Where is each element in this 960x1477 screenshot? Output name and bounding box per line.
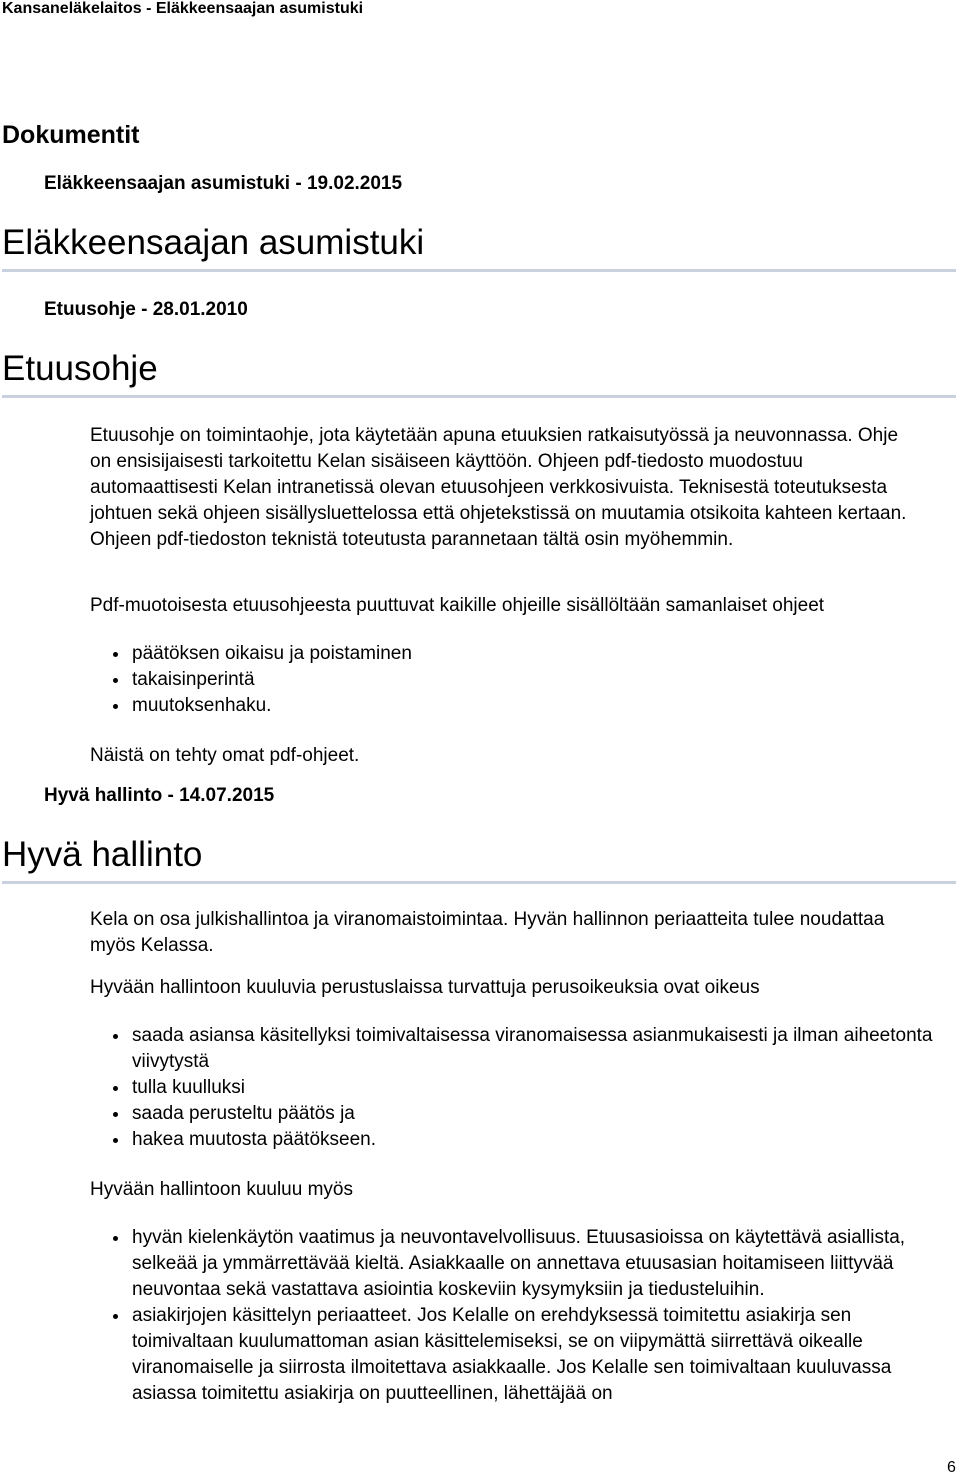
page-header-title: Kansaneläkelaitos - Eläkkeensaajan asumistuki <box>2 0 364 17</box>
bullet-list-etuusohje <box>113 641 943 719</box>
title-divider <box>2 881 956 884</box>
paragraph-hyva-hallinto-intro: Kela on osa julkishallintoa ja viranomaistoimintaa. Hyvän hallinnon periaatteita tulee noudattaa myös Kelassa. <box>90 909 885 956</box>
document-meta-etuusohje: Etuusohje - 28.01.2010 <box>44 299 248 320</box>
paragraph-perusoikeudet: Hyvään hallintoon kuuluvia perustuslaissa turvattuja perusoikeuksia ovat oikeus <box>90 977 760 998</box>
document-title-asumistuki: Eläkkeensaajan asumistuki <box>2 223 425 262</box>
document-meta-hyva-hallinto: Hyvä hallinto - 14.07.2015 <box>44 785 275 806</box>
document-meta-asumistuki: Eläkkeensaajan asumistuki - 19.02.2015 <box>44 173 403 194</box>
section-heading: Dokumentit <box>2 121 140 149</box>
page-number: 6 <box>947 1459 956 1476</box>
paragraph-hyva-hallinto-myos: Hyvään hallintoon kuuluu myös <box>90 1179 353 1200</box>
bullet-list-hyva-hallinto-myos <box>113 1225 943 1407</box>
list-item: asiakirjojen käsittelyn periaatteet. Jos Kelalle on erehdyksessä toimitettu asiakirja sen toimivaltaan kuulumattoman asian käsittelemiseksi, se on viipymättä siirrettävä oikealle viranomaiselle ja siirrosta ilmoitettava asiakkaalle. Jos Kelalle sen toimivaltaan kuuluvassa asiassa toimitettu asiakirja on puutteellinen, lähettäjää on <box>113 1303 943 1407</box>
list-item: hyvän kielenkäytön vaatimus ja neuvontavelvollisuus. Etuusasioissa on käytettävä asiallista, selkeää ja ymmärrettävää kieltä. Asiakkaalle on annettava etuusasian hoitamiseen liittyvää neuvontaa sekä vastattava asiointia koskeviin kysymyksiin ja tiedusteluihin. <box>113 1225 943 1303</box>
list-item: tulla kuulluksi <box>113 1075 943 1101</box>
list-item: saada perusteltu päätös ja <box>113 1101 943 1127</box>
bullet-list-perusoikeudet <box>113 1023 943 1153</box>
list-item: saada asiansa käsitellyksi toimivaltaisessa viranomaisessa asianmukaisesti ja ilman aiheetonta viivytystä <box>113 1023 943 1075</box>
list-item: hakea muutosta päätökseen. <box>113 1127 943 1153</box>
list-item: päätöksen oikaisu ja poistaminen <box>113 641 943 667</box>
document-title-etuusohje: Etuusohje <box>2 349 158 388</box>
paragraph-etuusohje-closing: Näistä on tehty omat pdf-ohjeet. <box>90 745 360 766</box>
paragraph-etuusohje-missing: Pdf-muotoisesta etuusohjeesta puuttuvat kaikille ohjeille sisällöltään samanlaiset ohjeet <box>90 595 825 616</box>
paragraph-etuusohje-intro: Etuusohje on toimintaohje, jota käytetään apuna etuuksien ratkaisutyössä ja neuvonnassa. Ohje on ensisijaisesti tarkoitettu Kelan sisäiseen käyttöön. Ohjeen pdf-tiedosto muodostuu automaattisesti Kelan intranetissä olevan etuusohjeen verkkosivuista. Teknisestä toteutuksesta johtuen sekä ohjeen sisällysluettelossa että ohjetekstissä on muutamia otsikoita kahteen kertaan. Ohjeen pdf-tiedoston teknistä toteutusta parannetaan tältä osin myöhemmin. <box>90 425 907 550</box>
title-divider <box>2 395 956 398</box>
title-divider <box>2 269 956 272</box>
document-title-hyva-hallinto: Hyvä hallinto <box>2 835 203 874</box>
list-item: takaisinperintä <box>113 667 943 693</box>
list-item: muutoksenhaku. <box>113 693 943 719</box>
